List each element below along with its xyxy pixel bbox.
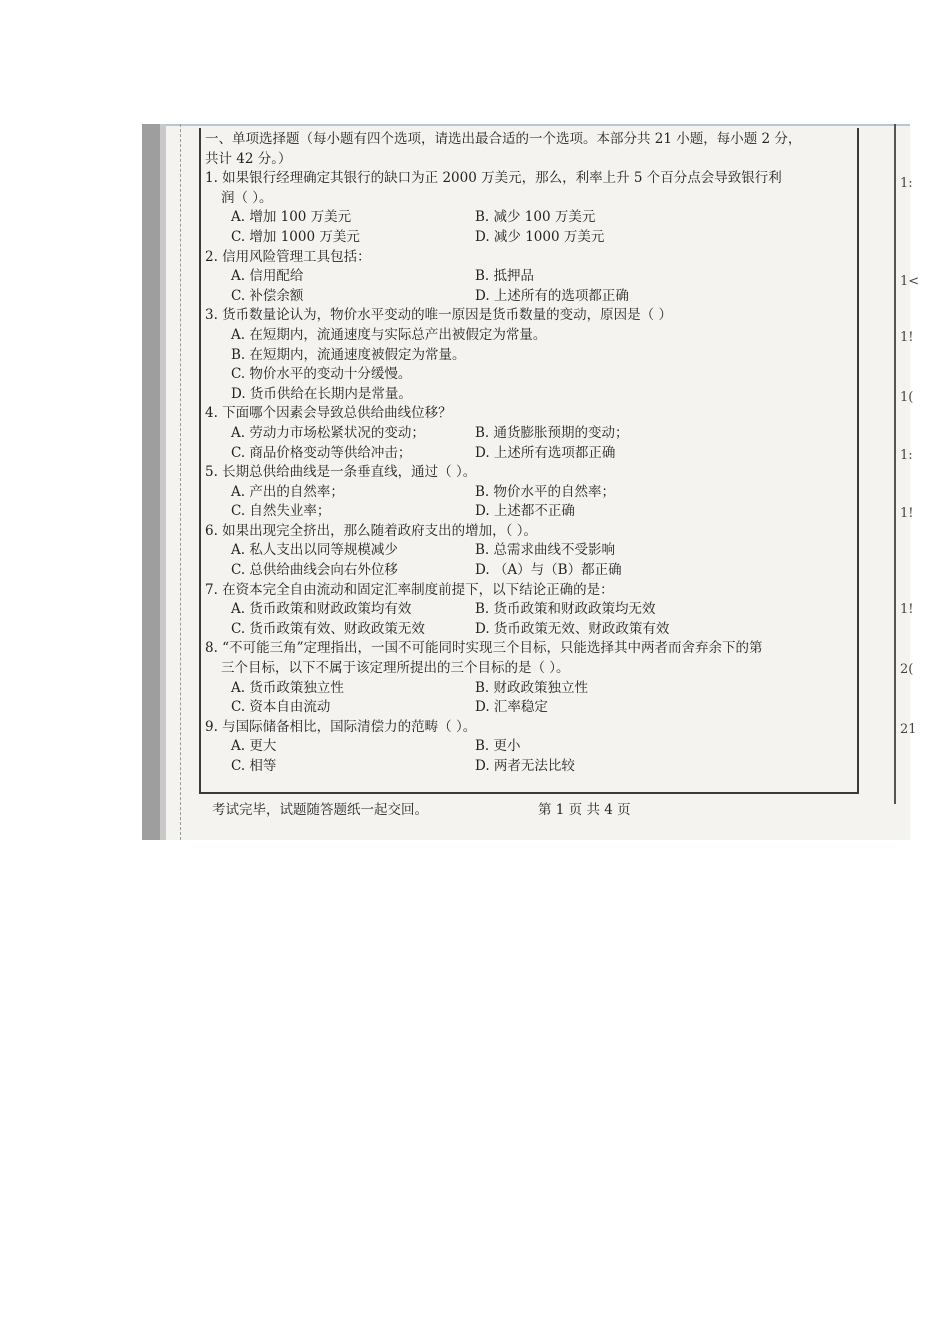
options-row <box>205 679 855 699</box>
question-3: 3. 货币数量论认为，物价水平变动的唯一原因是货币数量的变动，原因是（ ） <box>205 307 672 324</box>
side-number: 1< <box>900 274 920 289</box>
option-a: A. 在短期内，流通速度与实际总产出被假定为常量。 <box>231 326 547 343</box>
option-b: B. 货币政策和财政政策均无效 <box>475 601 656 618</box>
binding-shadow <box>142 124 160 840</box>
section-title: 一、单项选择题（每小题有四个选项，请选出最合适的一个选项。本部分共 21 小题，每小题 2 分， <box>205 131 802 147</box>
options-row <box>205 287 855 307</box>
option-c: C. 自然失业率； <box>231 503 331 520</box>
options-row <box>205 228 855 248</box>
option-c: C. 资本自由流动 <box>231 699 331 716</box>
option-d: D. 上述都不正确 <box>475 503 575 520</box>
option-d: D. 上述所有选项都正确 <box>475 444 616 461</box>
options-row <box>205 561 855 581</box>
question-4: 4. 下面哪个因素会导致总供给曲线位移？ <box>205 405 452 422</box>
option-a: A. 私人支出以同等规模减少 <box>231 542 398 559</box>
option-a: A. 货币政策独立性 <box>231 679 344 696</box>
page-footer <box>212 798 631 818</box>
side-number: 1! <box>900 330 914 345</box>
option-d: D. 汇率稳定 <box>475 699 548 716</box>
option-c: C. 物价水平的变动十分缓慢。 <box>231 366 412 383</box>
option-row <box>205 365 855 385</box>
option-b: B. 通货膨胀预期的变动； <box>475 424 629 441</box>
options-row <box>205 757 855 777</box>
side-number: 1: <box>900 176 913 191</box>
option-d: D. 上述所有的选项都正确 <box>475 287 629 304</box>
options-row <box>205 620 855 640</box>
scanned-exam-page <box>142 124 920 840</box>
side-number: 2( <box>900 662 914 677</box>
option-a: A. 更大 <box>231 738 277 755</box>
options-row <box>205 502 855 522</box>
option-c: C. 相等 <box>231 758 277 774</box>
question-5: 5. 长期总供给曲线是一条垂直线，通过（ ）。 <box>205 464 477 481</box>
page-number: 第 1 页 共 4 页 <box>538 802 631 818</box>
option-b: B. 抵押品 <box>475 268 535 285</box>
option-b: B. 在短期内，流通速度被假定为常量。 <box>231 346 466 363</box>
question-6: 6. 如果出现完全挤出，那么随着政府支出的增加，（ ）。 <box>205 522 537 539</box>
option-a: A. 劳动力市场松紧状况的变动； <box>231 424 425 441</box>
options-row <box>205 698 855 718</box>
options-row <box>205 444 855 464</box>
option-b: B. 物价水平的自然率； <box>475 483 616 500</box>
option-d: D. （A）与（B）都正确 <box>475 562 622 579</box>
option-a: A. 信用配给 <box>231 268 304 285</box>
question-8-cont: 三个目标，以下不属于该定理所提出的三个目标的是（ ）。 <box>221 660 570 677</box>
side-number: 1! <box>900 506 914 521</box>
option-c: C. 增加 1000 万美元 <box>231 228 360 245</box>
options-row <box>205 600 855 620</box>
top-edge-line <box>142 124 910 126</box>
options-row <box>205 267 855 287</box>
option-c: C. 货币政策有效、财政政策无效 <box>231 620 425 637</box>
options-row <box>205 541 855 561</box>
question-7: 7. 在资本完全自由流动和固定汇率制度前提下，以下结论正确的是： <box>205 581 614 598</box>
option-c: C. 总供给曲线会向右外位移 <box>231 562 398 579</box>
option-a: A. 增加 100 万美元 <box>231 209 352 226</box>
option-d: D. 减少 1000 万美元 <box>475 228 605 245</box>
option-c: C. 商品价格变动等供给冲击； <box>231 444 412 461</box>
options-row <box>205 483 855 503</box>
option-b: B. 减少 100 万美元 <box>475 209 596 226</box>
options-row <box>205 737 855 757</box>
adjacent-page-edge <box>894 124 912 804</box>
binding-dashed-line <box>180 124 181 840</box>
question-8: 8. “不可能三角”定理指出，一国不可能同时实现三个目标，只能选择其中两者而舍弃余下的第 <box>205 640 763 657</box>
option-b: B. 财政政策独立性 <box>475 679 589 696</box>
options-row <box>205 208 855 228</box>
option-row <box>205 346 855 366</box>
side-number: 21 <box>900 722 917 737</box>
question-1-cont: 润（ ）。 <box>221 189 273 206</box>
option-d: D. 货币供给在长期内是常量。 <box>231 385 412 402</box>
option-a: A. 产出的自然率； <box>231 483 344 500</box>
section-title-cont: 共计 42 分。） <box>205 150 292 167</box>
question-2: 2. 信用风险管理工具包括： <box>205 248 371 265</box>
question-list <box>205 130 855 777</box>
option-row <box>205 326 855 346</box>
question-1: 1. 如果银行经理确定其银行的缺口为正 2000 万美元，那么，利率上升 5 个百分点会导致银行利 <box>205 170 782 187</box>
question-9: 9. 与国际储备相比，国际清偿力的范畴（ ）。 <box>205 718 477 735</box>
binding-shadow-light <box>160 124 166 840</box>
side-number: 1: <box>900 448 913 463</box>
option-row <box>205 385 855 405</box>
option-b: B. 更小 <box>475 738 521 755</box>
option-b: B. 总需求曲线不受影响 <box>475 542 616 559</box>
option-c: C. 补偿余额 <box>231 287 304 304</box>
side-number: 1! <box>900 602 914 617</box>
option-d: D. 货币政策无效、财政政策有效 <box>475 620 670 637</box>
option-a: A. 货币政策和财政政策均有效 <box>231 601 412 618</box>
option-d: D. 两者无法比较 <box>475 758 575 774</box>
footer-note: 考试完毕，试题随答题纸一起交回。 <box>212 802 428 818</box>
options-row <box>205 424 855 444</box>
side-number: 1( <box>900 390 914 405</box>
